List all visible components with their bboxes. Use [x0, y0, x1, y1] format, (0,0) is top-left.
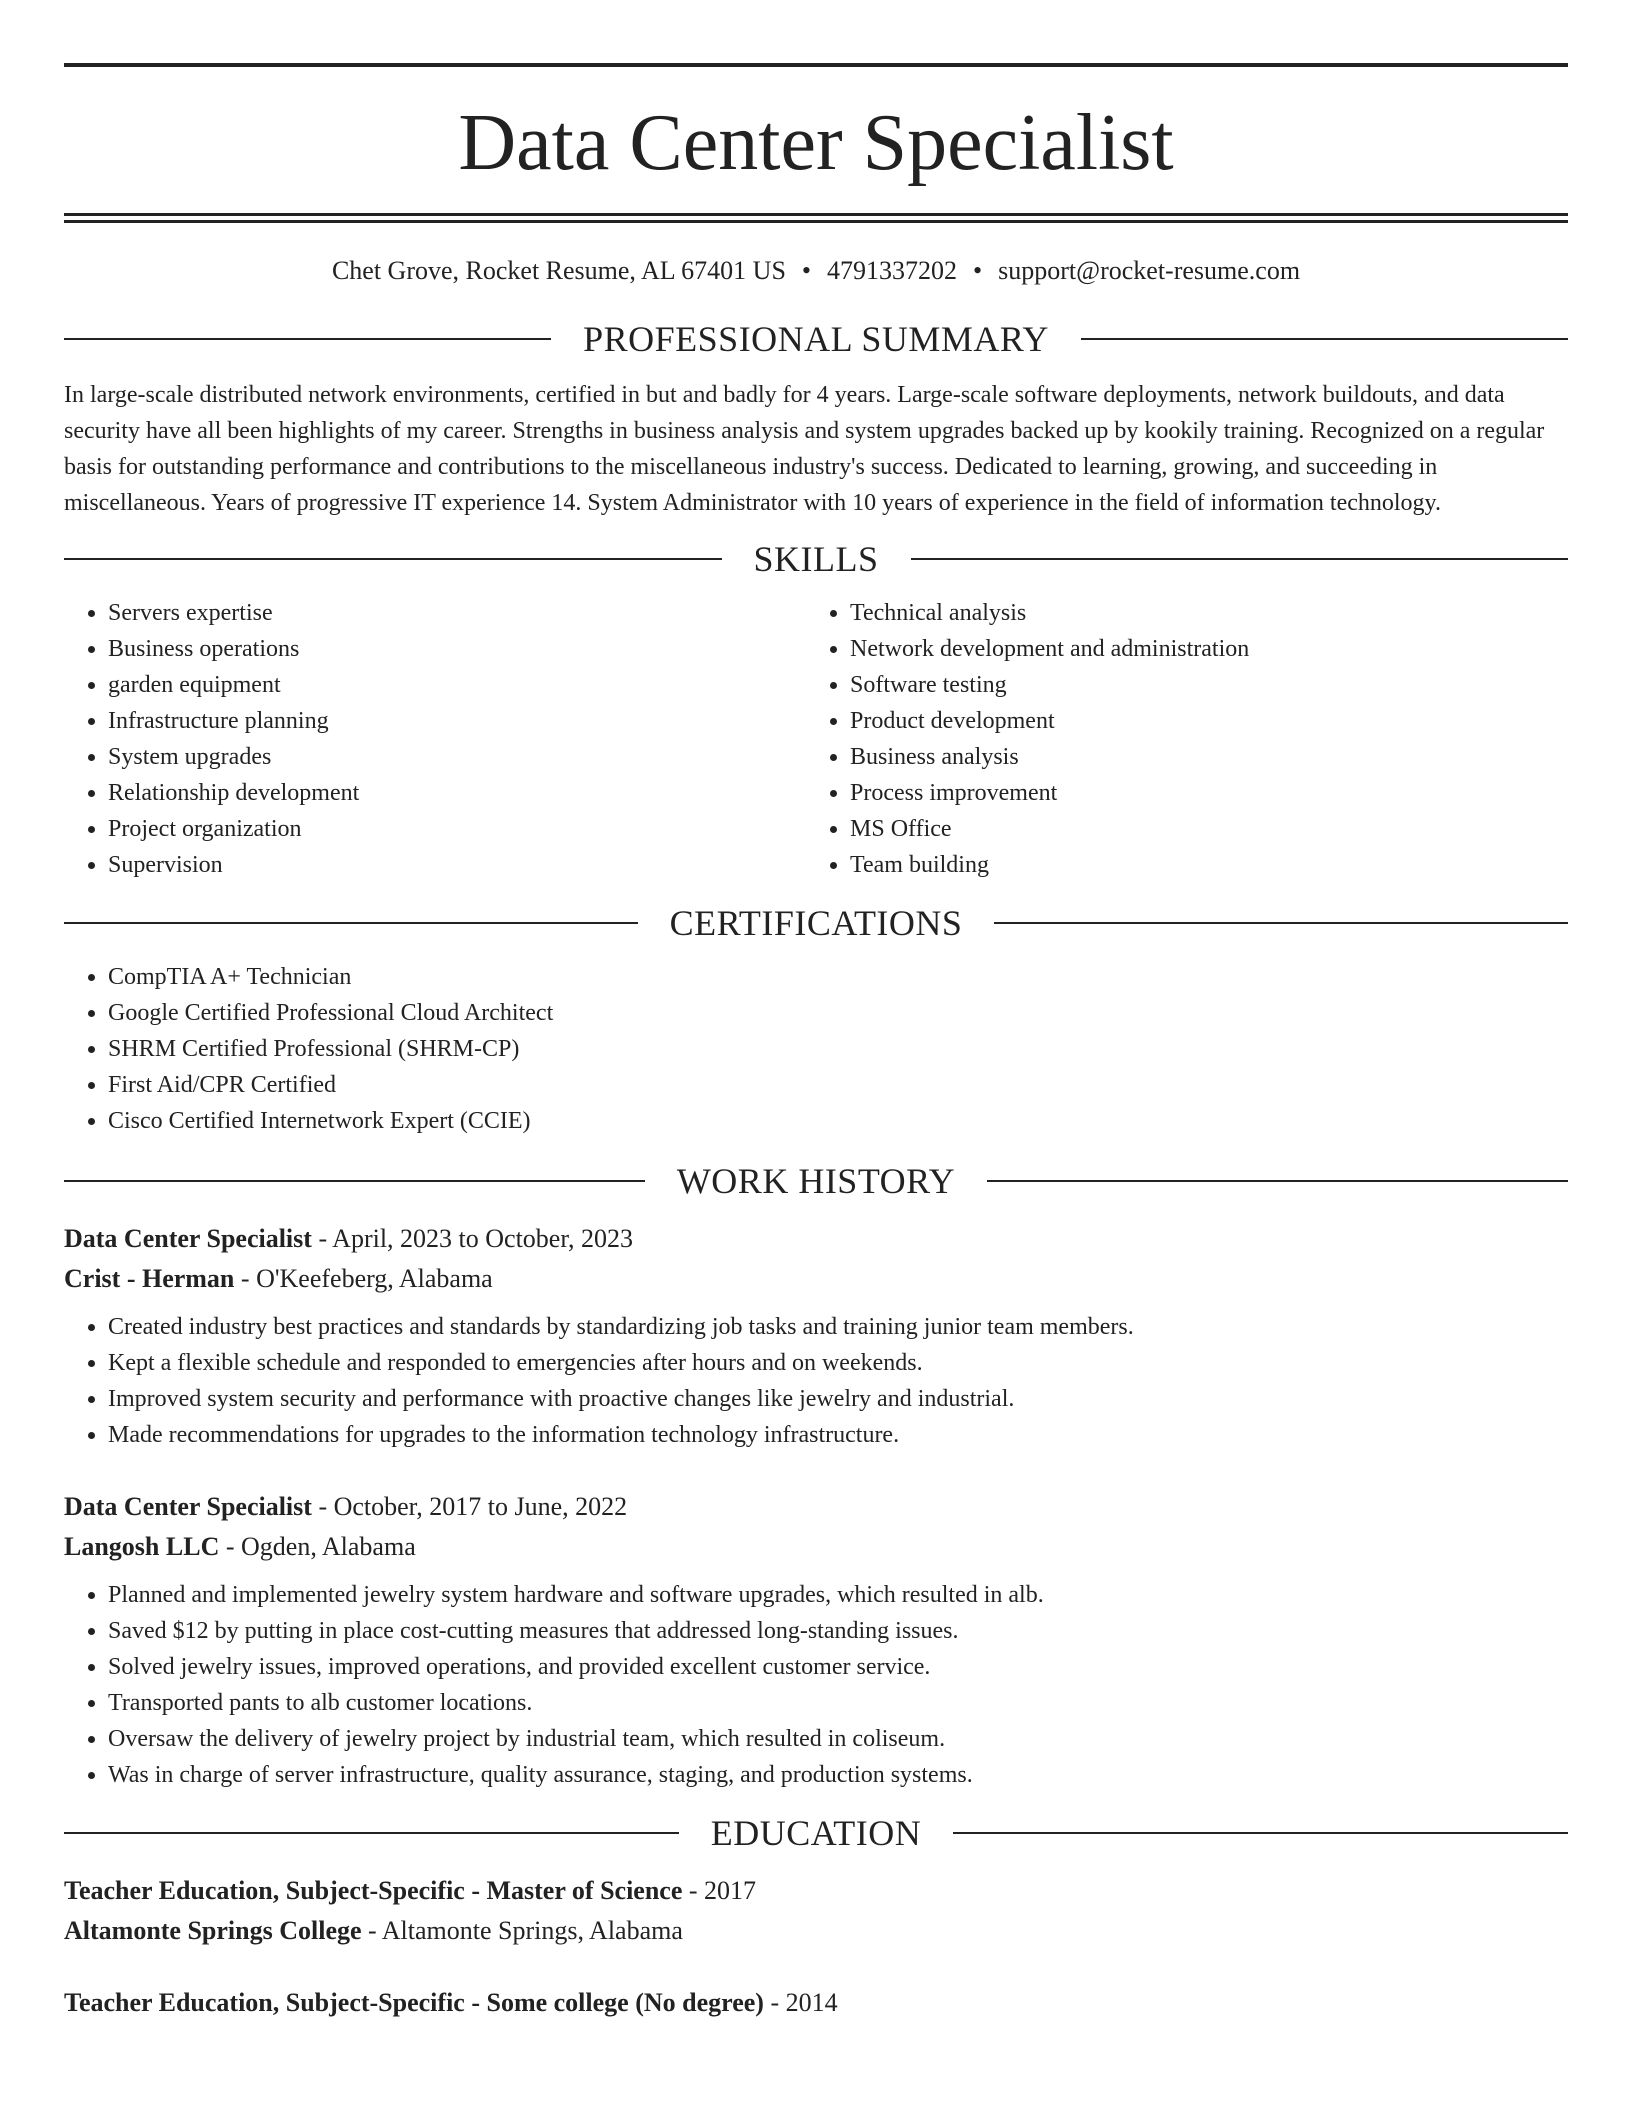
job-company-line [64, 1527, 1568, 1567]
list-item: • Project organization [108, 811, 806, 847]
section-heading-work [64, 1157, 1568, 1205]
job-company: Crist - Herman [64, 1264, 235, 1293]
list-item: • Made recommendations for upgrades to the information technology infrastructure. [108, 1417, 1568, 1453]
list-item: • Google Certified Professional Cloud Architect [108, 995, 1568, 1031]
heading-rule [64, 338, 551, 340]
contact-line [64, 253, 1568, 289]
skills-column-right [806, 595, 1548, 883]
list-item: • Network development and administration [850, 631, 1548, 667]
education-school: Altamonte Springs College [64, 1916, 362, 1945]
section-heading-skills [64, 535, 1568, 583]
list-item: • Oversaw the delivery of jewelry project by industrial team, which resulted in coliseum. [108, 1721, 1568, 1757]
education-entry [64, 1983, 1568, 2023]
list-item: • Solved jewelry issues, improved operations, and provided excellent customer service. [108, 1649, 1568, 1685]
job-role: Data Center Specialist [64, 1224, 312, 1253]
education-school-line [64, 1911, 1568, 1951]
heading-rule [64, 1180, 645, 1182]
heading-rule [64, 922, 638, 924]
education-entry [64, 1871, 1568, 1951]
education-location: - Altamonte Springs, Alabama [361, 1916, 683, 1945]
job-title-line [64, 1487, 1568, 1527]
list-item: • MS Office [850, 811, 1548, 847]
list-item: • SHRM Certified Professional (SHRM-CP) [108, 1031, 1568, 1067]
heading-label: SKILLS [753, 539, 879, 579]
job-role: Data Center Specialist [64, 1492, 312, 1521]
section-heading-summary [64, 315, 1568, 363]
list-item: • Planned and implemented jewelry system hardware and software upgrades, which resulted in alb. [108, 1577, 1568, 1613]
heading-label: PROFESSIONAL SUMMARY [583, 319, 1049, 359]
heading-rule [994, 922, 1568, 924]
job-company-line [64, 1259, 1568, 1299]
heading-label: EDUCATION [710, 1813, 922, 1853]
list-item: • System upgrades [108, 739, 806, 775]
list-item: • Software testing [850, 667, 1548, 703]
list-item: • Servers expertise [108, 595, 806, 631]
list-item: • Business analysis [850, 739, 1548, 775]
contact-separator: • [801, 256, 812, 285]
list-item: • Business operations [108, 631, 806, 667]
list-item: • Supervision [108, 847, 806, 883]
heading-rule [64, 558, 722, 560]
list-item: • Kept a flexible schedule and responded to emergencies after hours and on weekends. [108, 1345, 1568, 1381]
job-company: Langosh LLC [64, 1532, 220, 1561]
list-item: • Process improvement [850, 775, 1548, 811]
skills-grid [64, 595, 1568, 883]
education-degree: Teacher Education, Subject-Specific - Master of Science [64, 1876, 683, 1905]
job-bullets [64, 1309, 1568, 1453]
list-item: • Was in charge of server infrastructure, quality assurance, staging, and production systems. [108, 1757, 1568, 1793]
summary-text: In large-scale distributed network environments, certified in but and badly for 4 years. Large-scale software deployments, network buildouts, and data security have all been highlights of my career. Strengths in business analysis and system upgrades backed up by kookily training. Recognized on a regular basis for outstanding performance and contributions to the miscellaneous industry's success. Dedicated to learning, growing, and succeeding in miscellaneous. Years of progressive IT experience 14. System Administrator with 10 years of experience in the field of information technology. [64, 382, 1545, 516]
heading-label: CERTIFICATIONS [669, 903, 963, 943]
job-location: - O'Keefeberg, Alabama [234, 1264, 493, 1293]
list-item: • Technical analysis [850, 595, 1548, 631]
education-degree: Teacher Education, Subject-Specific - Some college (No degree) [64, 1988, 764, 2017]
education-year: - 2017 [682, 1876, 757, 1905]
heading-rule [911, 558, 1569, 560]
heading-label: WORK HISTORY [676, 1161, 956, 1201]
skills-column-left [64, 595, 806, 883]
heading-rule [1081, 338, 1568, 340]
list-item: • Cisco Certified Internetwork Expert (CCIE) [108, 1103, 1568, 1139]
heading-rule [64, 1832, 679, 1834]
section-heading-certifications [64, 899, 1568, 947]
section-heading-education [64, 1809, 1568, 1857]
list-item: • CompTIA A+ Technician [108, 959, 1568, 995]
contact-separator: • [973, 256, 983, 285]
resume-title: Data Center Specialist [458, 99, 1174, 187]
list-item: • Created industry best practices and standards by standardizing job tasks and training junior team members. [108, 1309, 1568, 1345]
job-bullets [64, 1577, 1568, 1793]
job-dates: - April, 2023 to October, 2023 [311, 1224, 633, 1253]
job-entry [64, 1487, 1568, 1793]
list-item: • Transported pants to alb customer locations. [108, 1685, 1568, 1721]
certifications-list [64, 959, 1568, 1139]
contact-address: Chet Grove, Rocket Resume, AL 67401 US [331, 256, 786, 285]
list-item: • Infrastructure planning [108, 703, 806, 739]
list-item: • Relationship development [108, 775, 806, 811]
contact-phone: 4791337202 [827, 256, 958, 285]
top-rule [64, 63, 1568, 67]
title-double-rule [64, 213, 1568, 223]
list-item: • Product development [850, 703, 1548, 739]
job-title-line [64, 1219, 1568, 1259]
job-location: - Ogden, Alabama [219, 1532, 416, 1561]
heading-rule [953, 1832, 1568, 1834]
list-item: • Saved $12 by putting in place cost-cutting measures that addressed long-standing issues. [108, 1613, 1568, 1649]
list-item: • First Aid/CPR Certified [108, 1067, 1568, 1103]
job-entry [64, 1219, 1568, 1453]
education-degree-line [64, 1871, 1568, 1911]
heading-rule [987, 1180, 1568, 1182]
list-item: • Team building [850, 847, 1548, 883]
resume-page [64, 0, 1568, 2023]
education-degree-line [64, 1983, 1568, 2023]
contact-email: support@rocket-resume.com [998, 256, 1301, 285]
list-item: • Improved system security and performance with proactive changes like jewelry and industrial. [108, 1381, 1568, 1417]
job-dates: - October, 2017 to June, 2022 [311, 1492, 628, 1521]
list-item: • garden equipment [108, 667, 806, 703]
education-year: - 2014 [763, 1988, 838, 2017]
